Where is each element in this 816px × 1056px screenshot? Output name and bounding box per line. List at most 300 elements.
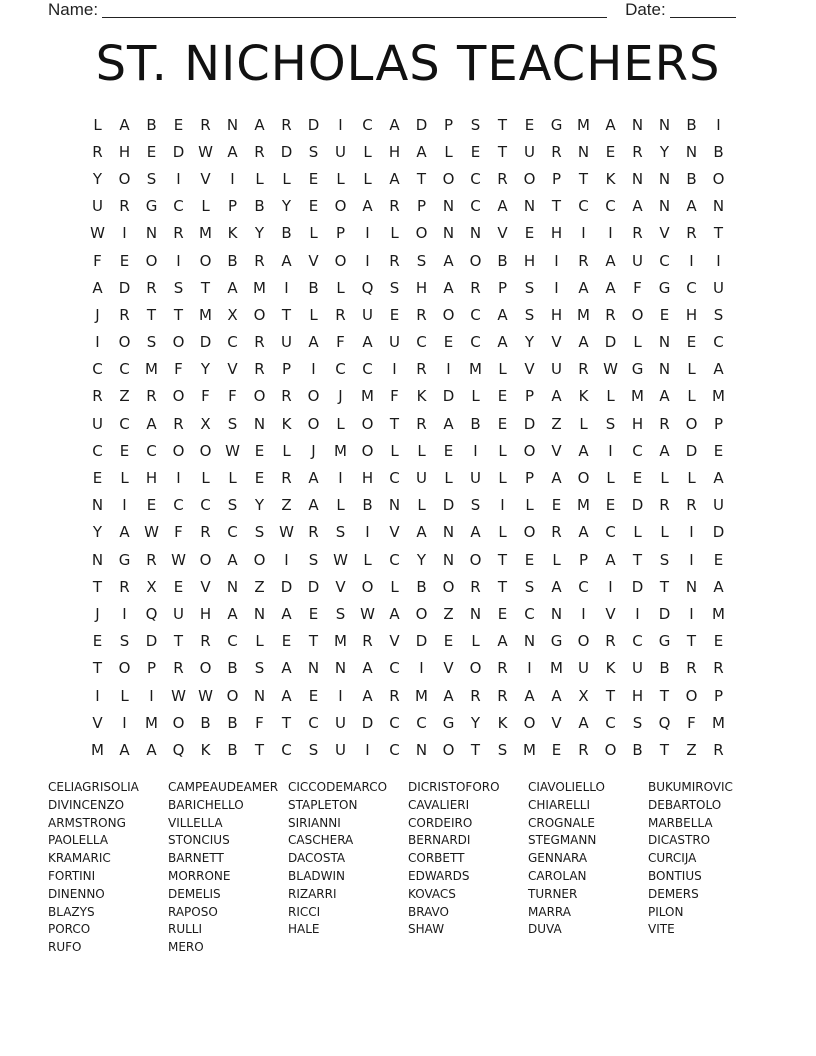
grid-letter: I (95, 333, 100, 352)
grid-letter: R (200, 632, 211, 651)
grid-letter: G (658, 632, 671, 651)
grid-letter: V (335, 577, 346, 596)
grid-letter: T (146, 305, 157, 324)
grid-letter: S (470, 496, 481, 515)
grid-letter: J (95, 305, 100, 324)
grid-letter: R (200, 115, 211, 134)
grid-letter: K (281, 414, 292, 433)
word-list-item: STEGMANN (528, 833, 597, 848)
grid-letter: A (578, 441, 589, 460)
grid-letter: U (335, 740, 346, 759)
grid-letter: N (91, 550, 104, 569)
grid-letter: A (362, 333, 373, 352)
word-list-item: BERNARDI (408, 833, 471, 848)
grid-letter: E (92, 632, 103, 651)
grid-letter: N (658, 197, 671, 216)
word-list-item: STAPLETON (288, 797, 358, 812)
grid-letter: D (415, 632, 428, 651)
grid-letter: O (172, 387, 185, 406)
grid-letter: R (281, 115, 292, 134)
grid-letter: E (119, 441, 130, 460)
grid-letter: R (686, 496, 697, 515)
grid-letter: M (577, 115, 590, 134)
grid-letter: O (226, 686, 239, 705)
grid-letter: L (444, 469, 453, 488)
grid-letter: E (389, 305, 400, 324)
grid-letter: S (470, 115, 481, 134)
grid-letter: M (145, 713, 158, 732)
grid-letter: I (365, 224, 370, 243)
grid-letter: K (578, 387, 589, 406)
grid-letter: C (632, 632, 643, 651)
grid-letter: E (308, 197, 319, 216)
grid-letter: R (173, 224, 184, 243)
grid-letter: V (389, 523, 400, 542)
grid-letter: K (497, 713, 508, 732)
grid-letter: D (712, 523, 725, 542)
grid-letter: A (578, 523, 589, 542)
grid-letter: O (118, 659, 131, 678)
grid-letter: X (146, 577, 157, 596)
grid-letter: T (389, 414, 400, 433)
grid-letter: E (605, 496, 616, 515)
grid-letter: A (497, 632, 508, 651)
grid-letter: D (631, 496, 644, 515)
grid-letter: M (334, 441, 347, 460)
grid-letter: G (442, 713, 455, 732)
grid-letter: L (606, 387, 615, 406)
word-list-item: SHAW (408, 922, 445, 937)
grid-letter: A (227, 604, 238, 623)
word-list-item: DICASTRO (648, 833, 711, 848)
grid-letter: F (201, 387, 210, 406)
name-blank-line[interactable] (102, 3, 607, 18)
grid-letter: C (92, 441, 103, 460)
grid-letter: Y (200, 360, 211, 379)
grid-letter: T (308, 632, 319, 651)
grid-letter: B (281, 224, 292, 243)
word-list-item: BLADWIN (288, 868, 346, 883)
grid-letter: M (712, 387, 725, 406)
grid-letter: A (605, 115, 616, 134)
grid-letter: V (389, 632, 400, 651)
grid-letter: S (227, 414, 238, 433)
grid-letter: B (632, 740, 643, 759)
grid-letter: R (389, 251, 400, 270)
grid-letter: Z (443, 604, 454, 623)
word-list-item: PAOLELLA (48, 833, 109, 848)
grid-letter: M (577, 305, 590, 324)
grid-letter: B (416, 577, 427, 596)
word-list-item: CASCHERA (288, 833, 354, 848)
word-list-item: EDWARDS (408, 868, 470, 883)
grid-letter: E (605, 142, 616, 161)
grid-letter: M (145, 360, 158, 379)
grid-letter: T (497, 550, 508, 569)
grid-letter: P (497, 278, 508, 297)
grid-letter: L (120, 686, 129, 705)
grid-letter: T (605, 686, 616, 705)
page-title: ST. NICHOLAS TEACHERS (95, 36, 721, 92)
grid-letter: W (360, 604, 375, 623)
grid-letter: I (365, 740, 370, 759)
grid-letter: L (282, 169, 291, 188)
grid-letter: S (632, 713, 643, 732)
grid-letter: A (524, 686, 535, 705)
grid-letter: L (390, 224, 399, 243)
grid-letter: C (227, 523, 238, 542)
grid-letter: I (554, 251, 559, 270)
grid-letter: A (605, 251, 616, 270)
grid-letter: I (122, 224, 127, 243)
grid-letter: I (365, 523, 370, 542)
grid-letter: L (309, 305, 318, 324)
grid-letter: R (416, 360, 427, 379)
grid-letter: H (685, 305, 698, 324)
grid-letter: S (659, 550, 670, 569)
word-list-item: RULLI (168, 922, 203, 937)
grid-letter: D (631, 577, 644, 596)
word-list-item: CROGNALE (528, 815, 595, 830)
grid-letter: E (713, 441, 724, 460)
grid-letter: J (95, 604, 100, 623)
grid-letter: R (92, 387, 103, 406)
grid-letter: V (551, 713, 562, 732)
grid-letter: S (605, 414, 616, 433)
grid-letter: L (93, 115, 102, 134)
grid-letter: L (336, 169, 345, 188)
grid-letter: O (199, 550, 212, 569)
grid-letter: W (225, 441, 240, 460)
grid-letter: O (253, 387, 266, 406)
grid-letter: R (173, 659, 184, 678)
grid-letter: W (171, 550, 186, 569)
grid-letter: I (527, 659, 532, 678)
word-list-item: BARICHELLO (168, 797, 244, 812)
grid-letter: A (470, 523, 481, 542)
grid-letter: O (145, 251, 158, 270)
grid-letter: O (523, 713, 536, 732)
grid-letter: P (416, 197, 427, 216)
grid-letter: M (469, 360, 482, 379)
grid-letter: C (605, 523, 616, 542)
grid-letter: U (281, 333, 292, 352)
grid-letter: A (551, 387, 562, 406)
word-list-item: BLAZYS (48, 904, 95, 919)
grid-letter: L (633, 333, 642, 352)
grid-letter: V (524, 360, 535, 379)
grid-letter: C (605, 197, 616, 216)
grid-letter: A (443, 686, 454, 705)
grid-letter: A (119, 740, 130, 759)
grid-letter: O (172, 713, 185, 732)
grid-letter: G (658, 278, 671, 297)
grid-letter: A (578, 278, 589, 297)
grid-letter: T (281, 305, 292, 324)
grid-letter: L (687, 360, 696, 379)
grid-letter: Z (119, 387, 130, 406)
word-list-item: CAMPEAUDEAMER (168, 780, 279, 794)
grid-letter: I (176, 169, 181, 188)
grid-letter: N (253, 686, 266, 705)
grid-letter: O (199, 659, 212, 678)
word-list-item: CHIARELLI (528, 797, 590, 812)
grid-letter: M (577, 496, 590, 515)
grid-letter: A (443, 278, 454, 297)
grid-letter: R (578, 360, 589, 379)
grid-letter: N (523, 197, 536, 216)
grid-letter: T (173, 632, 184, 651)
grid-letter: A (713, 577, 724, 596)
grid-letter: E (254, 441, 265, 460)
grid-letter: A (686, 197, 697, 216)
grid-letter: L (660, 523, 669, 542)
grid-letter: I (338, 469, 343, 488)
grid-letter: C (470, 197, 481, 216)
grid-letter: R (281, 387, 292, 406)
grid-letter: O (172, 441, 185, 460)
grid-letter: N (523, 632, 536, 651)
grid-letter: F (174, 523, 183, 542)
grid-letter: D (280, 142, 293, 161)
grid-letter: N (145, 224, 158, 243)
grid-letter: E (551, 740, 562, 759)
grid-letter: E (281, 632, 292, 651)
grid-letter: O (577, 469, 590, 488)
grid-letter: K (605, 659, 616, 678)
word-list-item: RAPOSO (168, 904, 218, 919)
grid-letter: H (118, 142, 131, 161)
date-blank-line[interactable] (670, 3, 736, 18)
grid-letter: S (173, 278, 184, 297)
grid-letter: O (442, 169, 455, 188)
grid-letter: T (497, 142, 508, 161)
grid-letter: N (685, 142, 698, 161)
grid-letter: U (578, 659, 589, 678)
grid-letter: D (145, 632, 158, 651)
word-list-item: PILON (648, 904, 684, 919)
grid-letter: S (227, 496, 238, 515)
grid-letter: S (254, 659, 265, 678)
grid-letter: H (415, 278, 428, 297)
grid-letter: R (146, 387, 157, 406)
word-list-item: RICCI (288, 904, 321, 919)
grid-letter: U (632, 659, 643, 678)
grid-letter: O (361, 414, 374, 433)
grid-letter: O (631, 305, 644, 324)
grid-letter: L (390, 441, 399, 460)
grid-letter: N (685, 577, 698, 596)
grid-letter: N (631, 115, 644, 134)
grid-letter: L (687, 469, 696, 488)
grid-letter: B (470, 414, 481, 433)
grid-letter: P (713, 686, 724, 705)
grid-letter: C (416, 333, 427, 352)
grid-letter: R (470, 577, 481, 596)
grid-letter: V (308, 251, 319, 270)
grid-letter: P (227, 197, 238, 216)
grid-letter: V (92, 713, 103, 732)
grid-letter: A (281, 251, 292, 270)
grid-letter: R (119, 577, 130, 596)
grid-letter: F (174, 360, 183, 379)
grid-letter: E (551, 496, 562, 515)
grid-letter: E (497, 414, 508, 433)
grid-letter: O (361, 577, 374, 596)
grid-letter: A (443, 251, 454, 270)
grid-letter: F (255, 713, 264, 732)
grid-letter: R (497, 686, 508, 705)
grid-letter: N (442, 224, 455, 243)
grid-letter: P (524, 469, 535, 488)
grid-letter: C (119, 414, 130, 433)
grid-letter: I (176, 251, 181, 270)
grid-letter: C (605, 713, 616, 732)
grid-letter: U (713, 278, 724, 297)
grid-letter: K (200, 740, 211, 759)
grid-letter: N (658, 333, 671, 352)
header-line (48, 0, 740, 20)
grid-letter: T (713, 224, 724, 243)
grid-letter: B (713, 142, 724, 161)
grid-letter: N (442, 197, 455, 216)
grid-letter: Z (281, 496, 292, 515)
grid-letter: A (713, 360, 724, 379)
grid-letter: I (473, 441, 478, 460)
grid-letter: I (365, 251, 370, 270)
grid-letter: R (146, 550, 157, 569)
grid-letter: L (471, 387, 480, 406)
grid-letter: L (444, 142, 453, 161)
grid-letter: O (307, 414, 320, 433)
grid-letter: A (227, 550, 238, 569)
grid-letter: R (686, 659, 697, 678)
grid-letter: T (254, 740, 265, 759)
grid-letter: I (230, 169, 235, 188)
grid-letter: A (713, 469, 724, 488)
grid-letter: C (146, 441, 157, 460)
grid-letter: R (605, 632, 616, 651)
grid-letter: Y (416, 550, 427, 569)
grid-letter: C (659, 251, 670, 270)
grid-letter: V (443, 659, 454, 678)
grid-letter: I (608, 577, 613, 596)
word-list-item: BRAVO (408, 904, 449, 919)
grid-letter: E (713, 632, 724, 651)
grid-letter: L (363, 550, 372, 569)
grid-letter: R (335, 305, 346, 324)
grid-letter: R (119, 305, 130, 324)
grid-letter: N (307, 659, 320, 678)
grid-letter: P (443, 115, 454, 134)
grid-letter: U (713, 496, 724, 515)
word-list-item: MARBELLA (648, 815, 713, 830)
grid-letter: D (307, 577, 320, 596)
grid-letter: F (687, 713, 696, 732)
grid-letter: L (309, 224, 318, 243)
grid-letter: W (90, 224, 105, 243)
grid-letter: E (686, 333, 697, 352)
grid-letter: Y (470, 713, 481, 732)
grid-letter: T (551, 197, 562, 216)
grid-letter: B (227, 740, 238, 759)
grid-letter: A (254, 115, 265, 134)
grid-letter: C (389, 550, 400, 569)
grid-letter: N (712, 197, 725, 216)
grid-letter: W (198, 142, 213, 161)
grid-letter: Y (254, 224, 265, 243)
grid-letter: P (281, 360, 292, 379)
word-list-item: DIVINCENZO (48, 797, 125, 812)
grid-letter: O (442, 305, 455, 324)
grid-letter: I (689, 550, 694, 569)
grid-letter: I (581, 604, 586, 623)
grid-letter: P (578, 550, 589, 569)
grid-letter: R (659, 496, 670, 515)
grid-letter: A (119, 115, 130, 134)
grid-letter: E (254, 469, 265, 488)
grid-letter: T (659, 577, 670, 596)
grid-letter: C (362, 360, 373, 379)
word-list-item: BONTIUS (648, 868, 702, 883)
grid-letter: R (551, 523, 562, 542)
grid-letter: O (361, 441, 374, 460)
word-list-item: DEMERS (648, 886, 699, 901)
grid-letter: U (632, 251, 643, 270)
grid-letter: K (605, 169, 616, 188)
grid-letter: C (524, 604, 535, 623)
grid-letter: B (659, 659, 670, 678)
grid-letter: C (470, 333, 481, 352)
word-list-item: DEBARTOLO (648, 797, 722, 812)
grid-letter: O (712, 169, 725, 188)
grid-letter: T (92, 577, 103, 596)
grid-letter: S (308, 740, 319, 759)
grid-letter: B (308, 278, 319, 297)
grid-letter: E (524, 550, 535, 569)
grid-letter: N (91, 496, 104, 515)
grid-letter: A (119, 523, 130, 542)
grid-letter: M (253, 278, 266, 297)
grid-letter: D (415, 115, 428, 134)
grid-letter: A (362, 197, 373, 216)
grid-letter: N (658, 169, 671, 188)
grid-letter: F (93, 251, 102, 270)
grid-letter: Q (361, 278, 374, 297)
word-list-item: ARMSTRONG (48, 815, 126, 830)
grid-letter: C (578, 197, 589, 216)
grid-letter: R (254, 142, 265, 161)
grid-letter: R (416, 305, 427, 324)
grid-letter: L (417, 441, 426, 460)
grid-letter: A (308, 469, 319, 488)
grid-letter: E (497, 387, 508, 406)
grid-letter: O (469, 550, 482, 569)
grid-letter: N (253, 414, 266, 433)
grid-letter: O (442, 577, 455, 596)
grid-letter: T (632, 550, 643, 569)
grid-letter: T (497, 115, 508, 134)
word-list-item: RUFO (48, 940, 82, 955)
grid-letter: B (227, 659, 238, 678)
grid-letter: B (686, 115, 697, 134)
date-label: Date: (625, 0, 666, 19)
grid-letter: Q (145, 604, 158, 623)
grid-letter: A (497, 197, 508, 216)
word-list-item: MARRA (528, 904, 571, 919)
grid-letter: C (389, 740, 400, 759)
grid-letter: I (338, 686, 343, 705)
